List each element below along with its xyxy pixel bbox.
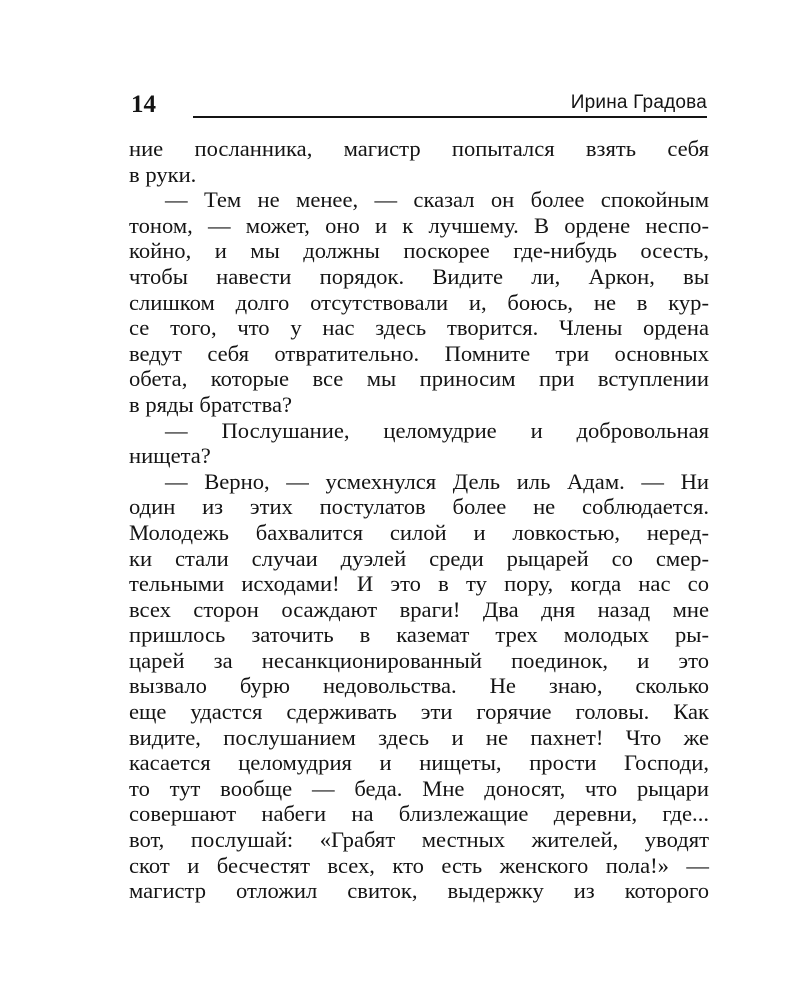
- body-text: [129, 136, 709, 904]
- text-line: касается целомудрия и нищеты, прости Господи,: [129, 750, 709, 776]
- text-line: — Тем не менее, — сказал он более спокойным: [165, 187, 709, 213]
- text-line: один из этих постулатов более не соблюдается.: [129, 494, 709, 520]
- text-line: ведут себя отвратительно. Помните три основных: [129, 340, 709, 366]
- header-rule: [193, 116, 707, 118]
- text-line: — Послушание, целомудрие и добровольная: [165, 417, 709, 443]
- text-line: се того, что у нас здесь творится. Члены ордена: [129, 315, 709, 341]
- text-line: вот, послушай: «Грабят местных жителей, уводят: [129, 827, 709, 853]
- text-line: скот и бесчестят всех, кто есть женского пола!» —: [129, 852, 709, 878]
- text-line: царей за несанкционированный поединок, и это: [129, 647, 709, 673]
- text-line: тоном, — может, оно и к лучшему. В ордене неспо-: [129, 212, 709, 238]
- text-line: вызвало бурю недовольства. Не знаю, сколько: [129, 673, 709, 699]
- text-line: в ряды братства?: [129, 391, 293, 417]
- text-line: магистр отложил свиток, выдержку из которого: [129, 878, 709, 904]
- text-line: пришлось заточить в каземат трех молодых ры-: [129, 622, 709, 648]
- text-line: Молодежь бахвалится силой и ловкостью, неред-: [129, 519, 709, 545]
- text-line: — Верно, — усмехнулся Дель иль Адам. — Ни: [165, 468, 709, 494]
- text-line: тельными исходами! И это в ту пору, когда нас со: [129, 571, 709, 597]
- text-line: койно, и мы должны поскорее где-нибудь осесть,: [129, 238, 709, 264]
- text-line: в руки.: [129, 161, 197, 187]
- text-line: ки стали случаи дуэлей среди рыцарей со смер-: [129, 545, 709, 571]
- page-header: [0, 0, 800, 130]
- text-line: ние посланника, магистр попытался взять себя: [129, 136, 709, 161]
- text-line: всех сторон осаждают враги! Два дня назад мне: [129, 596, 709, 622]
- text-line: слишком долго отсутствовали и, боюсь, не в кур-: [129, 289, 709, 315]
- text-line: еще удастся сдерживать эти горячие головы. Как: [129, 699, 709, 725]
- text-line: совершают набеги на близлежащие деревни, где...: [129, 801, 709, 827]
- text-line: чтобы навести порядок. Видите ли, Аркон, вы: [129, 263, 709, 289]
- page-number: 14: [131, 91, 156, 118]
- text-line: нищета?: [129, 443, 211, 469]
- running-head-author: Ирина Градова: [570, 92, 707, 113]
- text-line: видите, послушанием здесь и не пахнет! Что же: [129, 724, 709, 750]
- text-line: обета, которые все мы приносим при вступлении: [129, 366, 709, 392]
- text-line: то тут вообще — беда. Мне доносят, что рыцари: [129, 775, 709, 801]
